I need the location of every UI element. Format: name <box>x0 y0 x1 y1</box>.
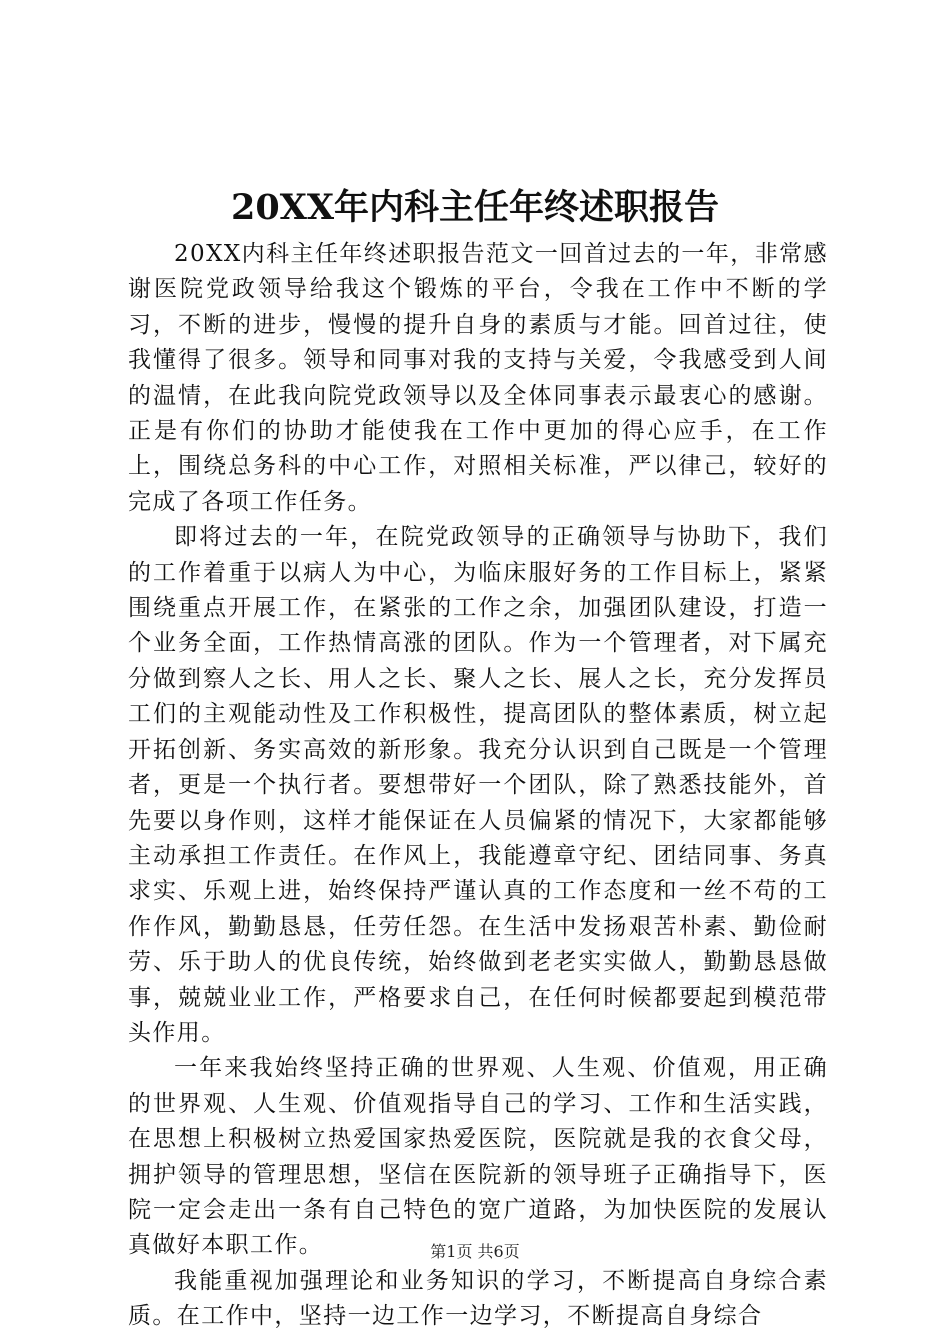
paragraph-1: 20XX内科主任年终述职报告范文一回首过去的一年，非常感谢医院党政领导给我这个锻炼的平台，令我在工作中不断的学习，不断的进步，慢慢的提升自身的素质与才能。回首过往，使我懂得了很多。领导和同事对我的支持与关爱，令我感受到人间的温情，在此我向院党政领导以及全体同事表示最衷心的感谢。正是有你们的协助才能使我在工作中更加的得心应手，在工作上，围绕总务科的中心工作，对照相关标准，严以律己，较好的完成了各项工作任务。 <box>128 241 828 515</box>
paragraph-3: 一年来我始终坚持正确的世界观、人生观、价值观，用正确的世界观、人生观、价值观指导自己的学习、工作和生活实践，在思想上积极树立热爱国家热爱医院，医院就是我的衣食父母，拥护领导的管理思想，坚信在医院新的领导班子正确指导下，医院一定会走出一条有自己特色的宽广道路，为加快医院的发展认真做好本职工作。 <box>128 1055 828 1259</box>
paragraph-2: 即将过去的一年，在院党政领导的正确领导与协助下，我们的工作着重于以病人为中心，为临床服好务的工作目标上，紧紧围绕重点开展工作，在紧张的工作之余，加强团队建设，打造一个业务全面，工作热情高涨的团队。作为一个管理者，对下属充分做到察人之长、用人之长、聚人之长、展人之长，充分发挥员工们的主观能动性及工作积极性，提高团队的整体素质，树立起开拓创新、务实高效的新形象。我充分认识到自己既是一个管理者，更是一个执行者。要想带好一个团队，除了熟悉技能外，首先要以身作则，这样才能保证在人员偏紧的情况下，大家都能够主动承担工作责任。在作风上，我能遵章守纪、团结同事、务真求实、乐观上进，始终保持严谨认真的工作态度和一丝不苟的工作作风，勤勤恳恳，任劳任怨。在生活中发扬艰苦朴素、勤俭耐劳、乐于助人的优良传统，始终做到老老实实做人，勤勤恳恳做事，兢兢业业工作，严格要求自己，在任何时候都要起到模范带头作用。 <box>128 524 828 1046</box>
page-number-footer: 第1页 共6页 <box>430 1242 520 1261</box>
document-body <box>128 237 828 1335</box>
document-title: 20XX年内科主任年终述职报告 <box>230 187 720 228</box>
paragraph-4: 我能重视加强理论和业务知识的学习，不断提高自身综合素质。在工作中，坚持一边工作一边学习，不断提高自身综合 <box>128 1267 828 1330</box>
